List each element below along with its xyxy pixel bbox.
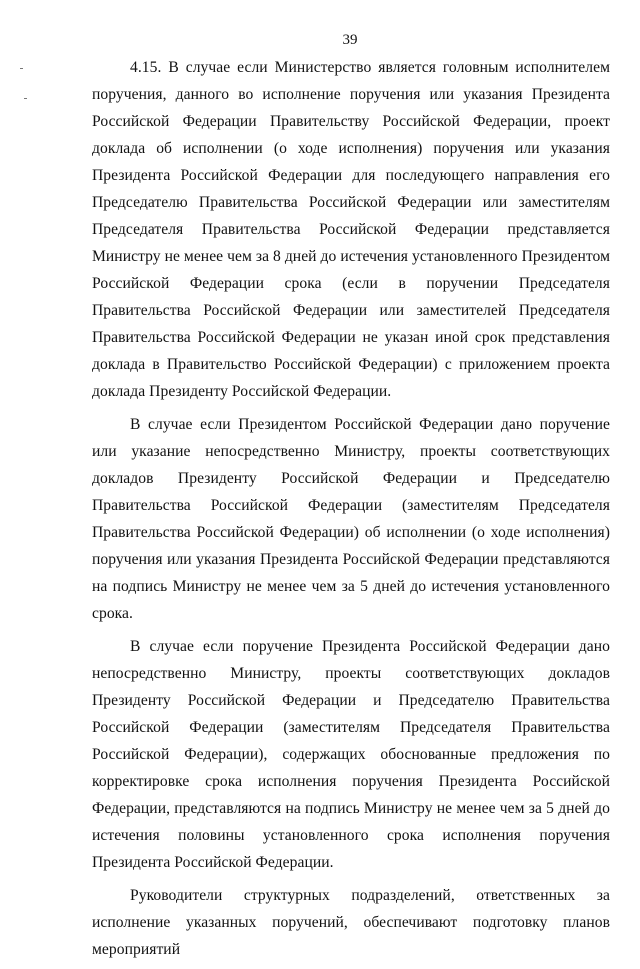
document-body (92, 54, 610, 969)
paragraph-responsible-heads: Руководители структурных подразделений, ответственных за исполнение указанных поручений, обеспечивают подготовку планов мероприятий (92, 887, 610, 958)
paragraph-4-15: 4.15. В случае если Министерство является головным исполнителем поручения, данного во исполнение поручения или указания Президента Российской Федерации Правительству Российской Федерации, проект доклада об исполнении (о ходе исполнения) поручения или указания Президента Российской Федерации для последующего направления его Председателю Правительства Российской Федерации или заместителям Председателя Правительства Российской Федерации представляется Министру не менее чем за 8 дней до истечения установленного Президентом Российской Федерации срока (если в поручении Председателя Правительства Российской Федерации или заместителей Председателя Правительства Российской Федерации не указан иной срок представления доклада в Правительство Российской Федерации) с приложением проекта доклада Президенту Российской Федерации. (92, 59, 610, 400)
margin-mark (20, 68, 23, 69)
page-number: 39 (342, 32, 358, 48)
paragraph-deadline-adjustment: В случае если поручение Президента Российской Федерации дано непосредственно Министру, проекты соответствующих докладов Президенту Российской Федерации и Председателю Правительства Российской Федерации (заместителям Председателя Правительства Российской Федерации), содержащих обоснованные предложения по корректировке срока исполнения поручения Президента Российской Федерации, представляются на подпись Министру не менее чем за 5 дней до истечения половины установленного срока исполнения поручения Президента Российской Федерации. (92, 638, 610, 871)
paragraph-president-direct-order: В случае если Президентом Российской Федерации дано поручение или указание непосредственно Министру, проекты соответствующих докладов Президенту Российской Федерации и Председателю Правительства Российской Федерации (заместителям Председателя Правительства Российской Федерации) об исполнении (о ходе исполнения) поручения или указания Президента Российской Федерации представляются на подпись Министру не менее чем за 5 дней до истечения установленного срока. (92, 416, 610, 622)
margin-mark (24, 98, 27, 99)
